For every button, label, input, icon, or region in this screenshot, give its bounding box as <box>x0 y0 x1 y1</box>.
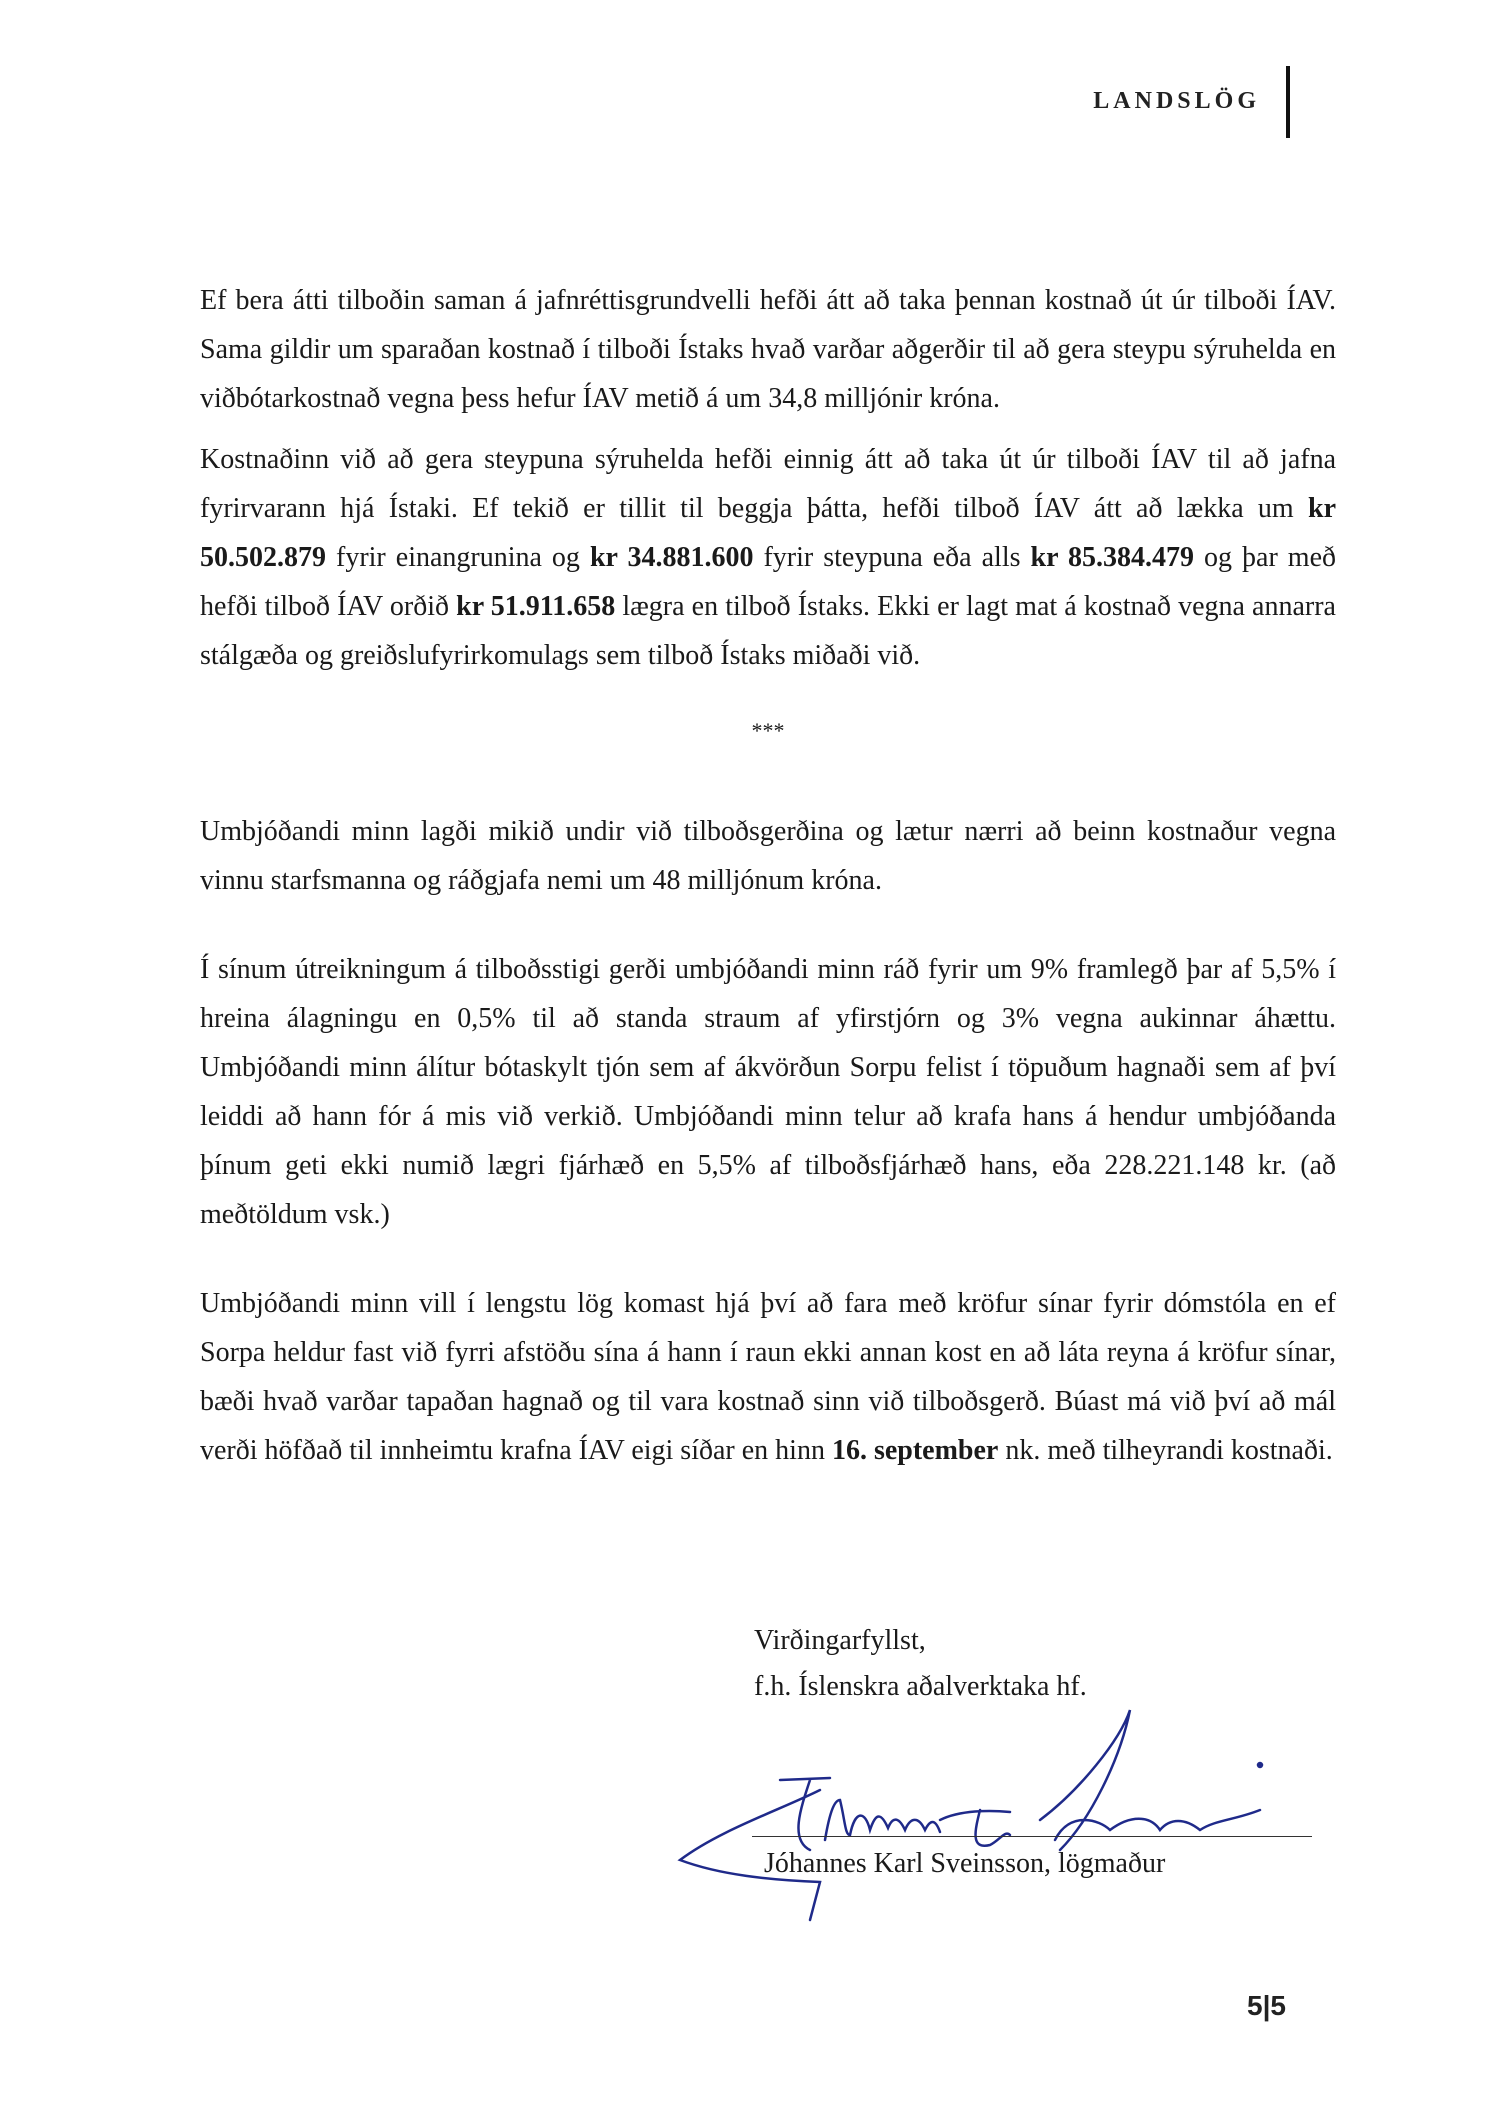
bold-amount: kr 50.502.879 <box>200 493 1336 573</box>
section-separator <box>200 706 1336 755</box>
text-segment: fyrir einangrunina og <box>326 542 590 573</box>
bold-amount: kr 34.881.600 <box>589 542 754 573</box>
text-segment: Ef bera átti tilboðin saman á jafnréttisgrundvelli hefði átt að taka þennan kostnað út úr tilboði ÍAV. Sama gildir um sparaðan kostnað í tilboði Ístaks hvað varðar aðgerðir til að gera steypu sýruhelda en viðbótarkostnað vegna þess hefur ÍAV metið á um 34,8 milljónir króna. <box>200 285 1336 414</box>
handwritten-signature <box>660 1700 1320 1940</box>
paragraph-5 <box>200 1279 1336 1475</box>
paragraph-2 <box>200 435 1336 680</box>
paragraph-1 <box>200 276 1336 423</box>
text-segment: nk. með tilheyrandi kostnaði. <box>998 1435 1333 1466</box>
text-segment: og þar með hefði tilboð ÍAV orðið <box>200 542 1336 622</box>
signature-line <box>752 1836 1312 1837</box>
letter-body <box>200 276 1336 1475</box>
paragraph-4 <box>200 945 1336 1239</box>
bold-amount: kr 51.911.658 <box>456 591 616 622</box>
company-line: f.h. Íslenskra aðalverktaka hf. <box>754 1671 1087 1702</box>
text-segment: fyrir steypuna eða alls <box>753 542 1031 573</box>
salutation: Virðingarfyllst, <box>754 1625 926 1656</box>
paragraph-3 <box>200 807 1336 905</box>
text-segment: *** <box>751 718 785 743</box>
letterhead <box>1030 86 1290 136</box>
page-number: 5|5 <box>1247 1990 1286 2021</box>
bold-amount: 16. september <box>831 1435 999 1466</box>
text-segment: Umbjóðandi minn vill í lengstu lög komast hjá því að fara með kröfur sínar fyrir dómstóla en ef Sorpa heldur fast við fyrri afstöðu sína á hann í raun ekki annan kost en að láta reyna á kröfur sínar, bæði hvað varðar tapaðan hagnað og til vara kostnað sinn við tilboðsgerð. Búast má við því að mál verði höfðað til innheimtu krafna ÍAV eigi síðar en hinn <box>200 1288 1336 1466</box>
text-segment: Kostnaðinn við að gera steypuna sýruhelda hefði einnig átt að taka út úr tilboði ÍAV til að jafna fyrirvarann hjá Ístaki. Ef tekið er tillit til beggja þátta, hefði tilboð ÍAV átt að lækka um <box>200 444 1336 524</box>
header-divider <box>1286 66 1290 138</box>
text-segment: Umbjóðandi minn lagði mikið undir við tilboðsgerðina og lætur nærri að beinn kostnaður vegna vinnu starfsmanna og ráðgjafa nemi um 48 milljónum króna. <box>200 816 1336 896</box>
text-segment: lægra en tilboð Ístaks. Ekki er lagt mat á kostnað vegna annarra stálgæða og greiðslufyrirkomulags sem tilboð Ístaks miðaði við. <box>200 591 1336 671</box>
bold-amount: kr 85.384.479 <box>1030 542 1195 573</box>
closing-block <box>754 1618 1087 1710</box>
text-segment: Í sínum útreikningum á tilboðsstigi gerði umbjóðandi minn ráð fyrir um 9% framlegð þar af 5,5% í hreina álagningu en 0,5% til að standa straum af yfirstjórn og 3% vegna aukinnar áhættu. Umbjóðandi minn álítur bótaskylt tjón sem af ákvörðun Sorpu felist í töpuðum hagnaði sem af því leiddi að hann fór á mis við verkið. Umbjóðandi minn telur að krafa hans á hendur umbjóðanda þínum geti ekki numið lægri fjárhæð en 5,5% af tilboðsfjárhæð hans, eða 228.221.148 kr. (að meðtöldum vsk.) <box>200 954 1336 1230</box>
firm-name: LANDSLÖG <box>1093 88 1260 114</box>
signer-name: Jóhannes Karl Sveinsson, lögmaður <box>764 1848 1166 1879</box>
